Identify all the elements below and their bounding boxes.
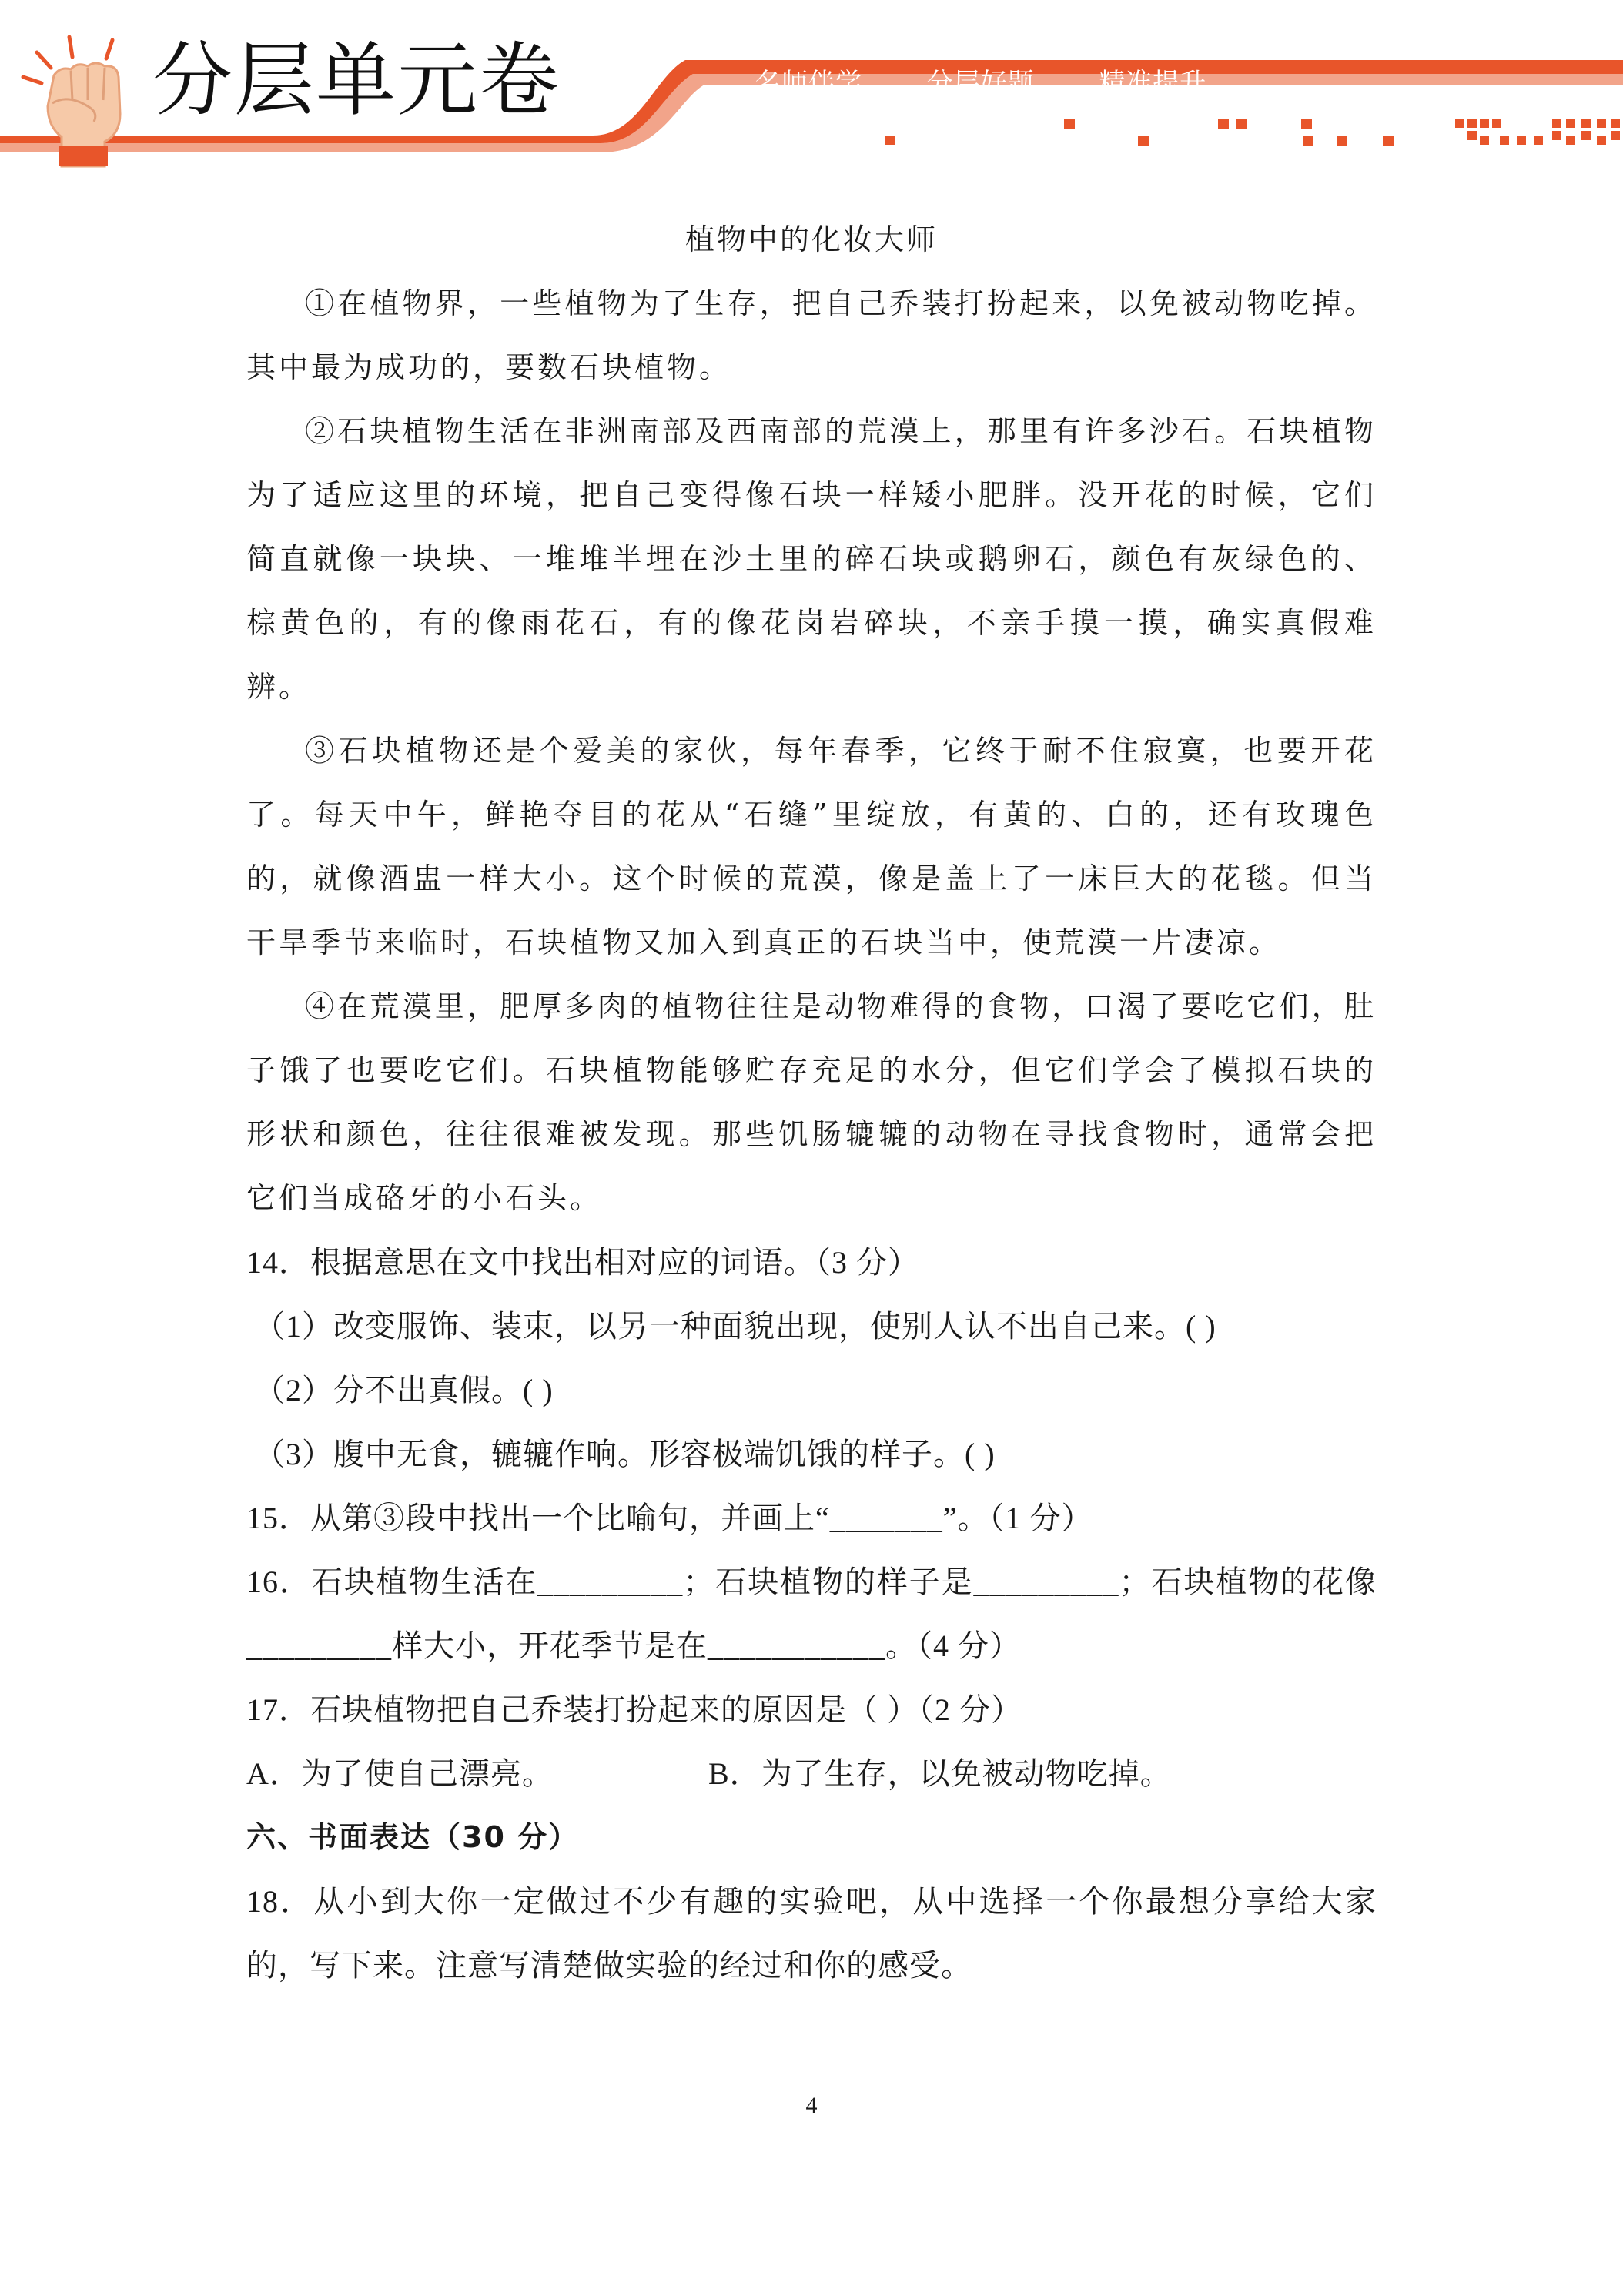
- question-17-options: [246, 1742, 1377, 1806]
- brand-title: 分层单元卷: [152, 33, 561, 127]
- raised-fist-icon: [14, 29, 145, 168]
- page-content: [246, 208, 1377, 1997]
- article-paragraph-4: ④在荒漠里，肥厚多肉的植物往往是动物难得的食物，口渴了要吃它们，肚子饿了也要吃它们。石块植物能够贮存充足的水分，但它们学会了模拟石块的形状和颜色，往往很难被发现。那些饥肠辘辘的动物在寻找食物时，通常会把它们当成硌牙的小石头。: [246, 989, 1377, 1215]
- header-slogan: 名师伴学 分层好题 精准提升: [755, 68, 1207, 99]
- article-paragraph-3: ③石块植物还是个爱美的家伙，每年春季，它终于耐不住寂寞，也要开花了。每天中午，鲜艳夺目的花从“石缝”里绽放，有黄的、白的，还有玫瑰色的，就像酒盅一样大小。这个时候的荒漠，像是盖上了一床巨大的花毯。但当干旱季节来临时，石块植物又加入到真正的石块当中，使荒漠一片凄凉。: [246, 734, 1377, 959]
- question-16: 16．石块植物生活在_________；石块植物的样子是_________；石块植物的花像_________样大小，开花季节是在___________。（4 分）: [246, 1565, 1377, 1663]
- question-17: 17．石块植物把自己乔装打扮起来的原因是（ ）（2 分）: [246, 1692, 1022, 1727]
- option-b: B．为了生存，以免被动物吃掉。: [708, 1756, 1172, 1791]
- question-14: 14．根据意思在文中找出相对应的词语。（3 分）: [246, 1245, 919, 1280]
- option-a: A．为了使自己漂亮。: [246, 1756, 554, 1791]
- question-14-2: （2）分不出真假。( ): [254, 1373, 554, 1407]
- question-18: 18．从小到大你一定做过不少有趣的实验吧，从中选择一个你最想分享给大家的，写下来。注意写清楚做实验的经过和你的感受。: [246, 1884, 1377, 1983]
- page-header: [0, 0, 1623, 162]
- article-title: 植物中的化妆大师: [684, 223, 938, 256]
- question-14-3: （3）腹中无食，辘辘作响。形容极端饥饿的样子。( ): [254, 1437, 996, 1471]
- section-heading-6: 六、书面表达（30 分）: [246, 1820, 580, 1854]
- article-paragraph-2: ②石块植物生活在非洲南部及西南部的荒漠上，那里有许多沙石。石块植物为了适应这里的环境，把自己变得像石块一样矮小肥胖。没开花的时候，它们简直就像一块块、一堆堆半埋在沙土里的碎石块或鹅卵石，颜色有灰绿色的、棕黄色的，有的像雨花石，有的像花岗岩碎块，不亲手摸一摸，确实真假难辨。: [246, 414, 1377, 704]
- article-paragraph-1: ①在植物界，一些植物为了生存，把自己乔装打扮起来，以免被动物吃掉。其中最为成功的，要数石块植物。: [246, 286, 1377, 384]
- question-14-1: （1）改变服饰、装束，以另一种面貌出现，使别人认不出自己来。( ): [254, 1309, 1216, 1344]
- page-number: 4: [805, 2093, 818, 2118]
- question-15: 15．从第③段中找出一个比喻句，并画上“_______”。（1 分）: [246, 1501, 1093, 1535]
